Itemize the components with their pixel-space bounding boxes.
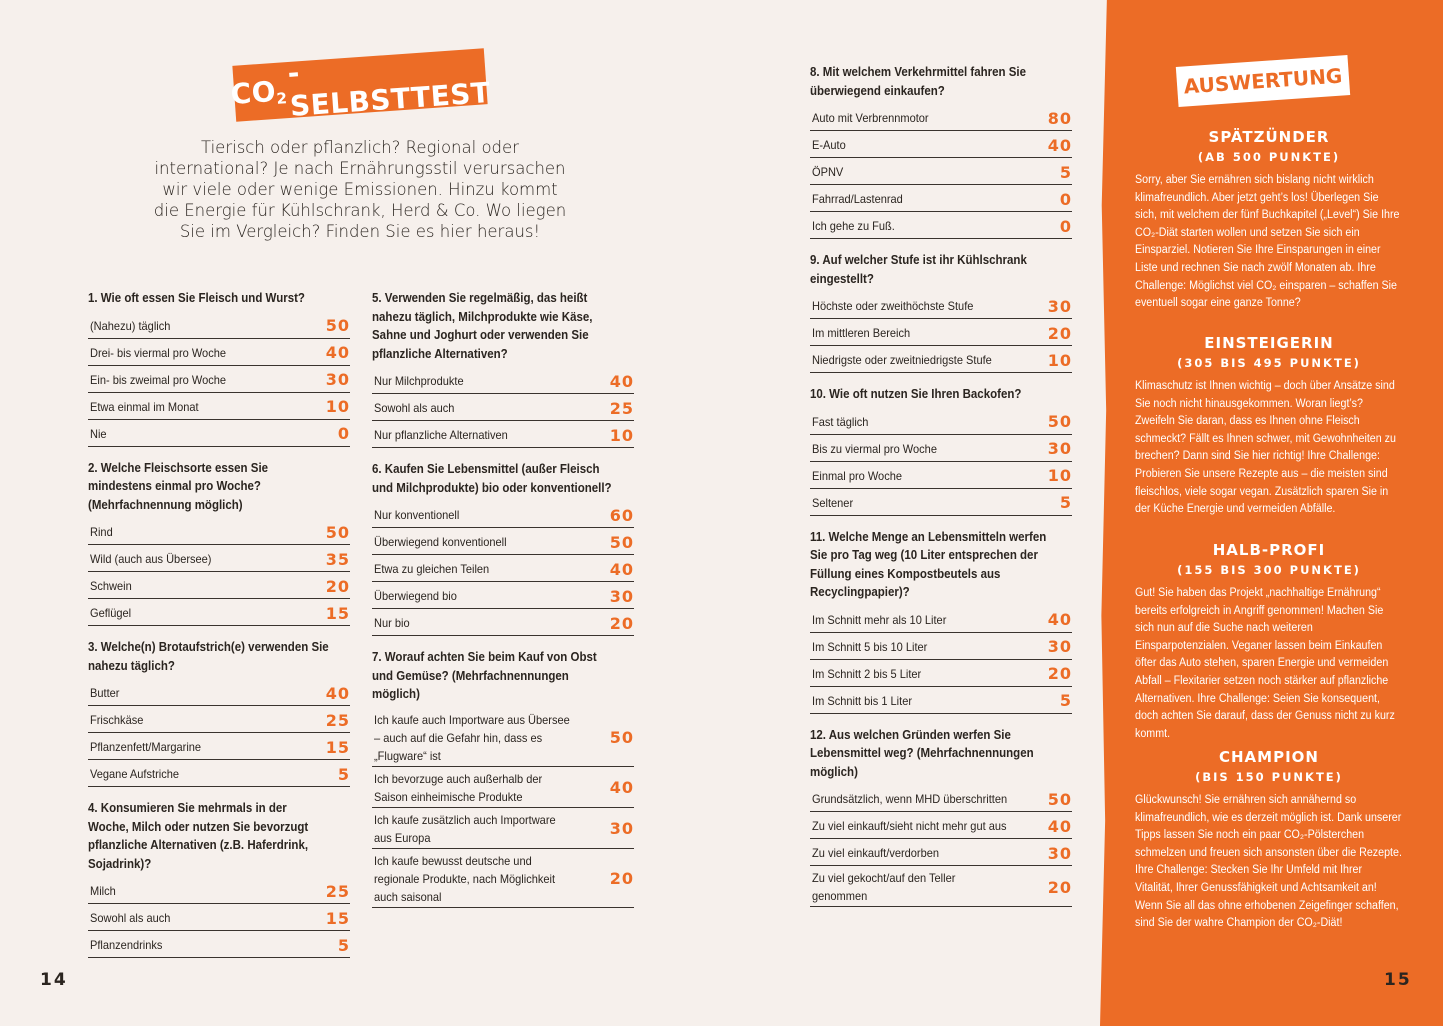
answer-option [88, 706, 350, 733]
answer-points: 50 [1047, 412, 1072, 431]
answer-option [810, 104, 1072, 131]
answer-label: Etwa zu gleichen Teilen [374, 562, 490, 576]
answer-points: 60 [609, 505, 634, 525]
answer-points: 10 [325, 397, 350, 416]
question-block [372, 460, 634, 636]
answer-points: 25 [609, 398, 634, 418]
answer-points: 40 [1047, 610, 1072, 629]
answer-label: Nur konventionell [374, 508, 460, 522]
answer-option [372, 767, 634, 808]
answer-points: 30 [1047, 637, 1072, 656]
answer-label: Sowohl als auch [90, 911, 171, 925]
answer-points: 0 [1059, 216, 1072, 236]
answer-label: Fast täglich [812, 414, 869, 429]
answer-points: 40 [325, 683, 350, 703]
answer-points: 30 [1047, 296, 1072, 316]
level-name: SPÄTZÜNDER [1208, 128, 1330, 146]
question-block [372, 648, 634, 908]
answer-option [88, 518, 350, 545]
page-number-right: 15 [1384, 970, 1412, 990]
answer-points: 30 [609, 586, 634, 606]
title-subscript: 2 [275, 89, 289, 108]
question-title: 5. Verwenden Sie regelmäßig, das heißt nahezu täglich, Milchprodukte wie Käse, Sahne und Joghurt oder verwenden Sie pflanzliche Alternativen? [372, 291, 593, 361]
answer-label: Einmal pro Woche [812, 468, 903, 483]
question-title: 3. Welche(n) Brotaufstrich(e) verwenden Sie nahezu täglich? [88, 640, 329, 673]
answer-points: 30 [1047, 439, 1072, 458]
answer-points: 5 [1059, 493, 1072, 512]
answer-points: 10 [1047, 350, 1072, 370]
level-range: (155 BIS 300 PUNKTE) [1177, 563, 1361, 577]
answer-label: Vegane Aufstriche [90, 767, 180, 781]
page-title [229, 48, 492, 123]
answer-label: Im Schnitt mehr als 10 Liter [812, 612, 947, 627]
question-title: 2. Welche Fleischsorte essen Sie mindestens einmal pro Woche? (Mehrfachnennung möglich) [88, 460, 269, 512]
question-title: 7. Worauf achten Sie beim Kauf von Obst und Gemüse? (Mehrfachnennungen möglich) [372, 650, 597, 701]
answer-points: 40 [609, 371, 634, 391]
answer-option [810, 212, 1072, 239]
answer-points: 40 [1047, 135, 1072, 155]
answer-points: 10 [1047, 466, 1072, 485]
answer-option [88, 545, 350, 572]
answer-label: Im mittleren Bereich [812, 326, 911, 340]
question-column-3 [810, 63, 1072, 919]
answer-points: 35 [325, 549, 350, 569]
level-description: Gut! Sie haben das Projekt „nachhaltige Ernährung“ bereits erfolgreich in Angriff genommen! Machen Sie sich nun auf die Suche nach weiteren Einsparpotenzialen. Veganer lassen beim Einkaufen öfter das Auto stehen, sparen Energie und vermeiden Abfall – Flexitarier setzen noch stärker auf pflanzliche Alternativen. Ihre Challenge: Seien Sie konsequent, doch achten Sie darauf, dass der Genuss nicht zu kurz kommt. [1135, 587, 1395, 740]
answer-points: 20 [1047, 323, 1072, 343]
answer-points: 20 [609, 869, 634, 888]
answer-label: Wild (auch aus Übersee) [90, 552, 212, 566]
question-title: 11. Welche Menge an Lebensmitteln werfen Sie pro Tag weg (10 Liter entsprechen der Füllung eines Kompostbeutels aus Recyclingpapier)? [810, 529, 1047, 599]
answer-points: 50 [1047, 789, 1072, 809]
answer-label: Ich kaufe auch Importware aus Übersee – auch auf die Gefahr hin, dass es „Flugware“ ist [374, 712, 570, 763]
answer-points: 15 [325, 908, 350, 928]
answer-label: Höchste oder zweithöchste Stufe [812, 299, 974, 313]
level-range: (305 BIS 495 PUNKTE) [1177, 356, 1361, 370]
title-co: CO [229, 74, 278, 111]
answer-label: Nur pflanzliche Alternativen [374, 428, 508, 442]
answer-label: Butter [90, 686, 120, 700]
answer-option [88, 877, 350, 904]
level-description: Klimaschutz ist Ihnen wichtig – doch über Ansätze sind Sie noch nicht hinausgekommen. Woran liegt’s? Zweifeln Sie daran, dass es Ihnen ohne Fleisch schmeckt? Fällt es Ihnen schwer, mit Gewohnheiten zu brechen? Dann sind Sie hier richtig! Ihre Challenge: Probieren Sie unsere Rezepte aus – die meisten sind fleischlos, viele sogar vegan. Zusätzlich sparen Sie in der Küche Energie und vermeiden Abfälle. [1135, 380, 1396, 516]
answer-points: 40 [1047, 816, 1072, 836]
answer-label: E-Auto [812, 138, 846, 152]
question-title: 9. Auf welcher Stufe ist ihr Kühlschrank eingestellt? [810, 253, 1027, 286]
question-column-2 [372, 289, 634, 920]
question-block [810, 385, 1072, 516]
answer-points: 15 [325, 603, 350, 623]
evaluation-level [1135, 334, 1403, 519]
level-description: Glückwunsch! Sie ernähren sich annähernd so klimafreundlich, wie es derzeit möglich ist. Dank unserer Tipps lassen Sie noch ein paar CO₂-Pölsterchen schmelzen und freuen sich ansonsten über die Rezepte. Ihre Challenge: Stecken Sie Ihr Umfeld mit Ihrer Vitalität, Ihrer Genussfähigkeit und Achtsamkeit an! Wenn Sie all das ohne erhobenen Zeigefinger schaffen, sind Sie der wahre Champion der CO₂-Diät! [1135, 794, 1402, 930]
answer-option [372, 501, 634, 528]
answer-option [810, 785, 1072, 812]
answer-label: Bis zu viermal pro Woche [812, 441, 937, 456]
answer-label: Überwiegend bio [374, 589, 457, 603]
answer-label: Nie [90, 426, 107, 441]
question-title: 8. Mit welchem Verkehrmittel fahren Sie überwiegend einkaufen? [810, 65, 1027, 98]
answer-option [810, 839, 1072, 866]
answer-option [810, 812, 1072, 839]
answer-option [372, 849, 634, 908]
answer-option [88, 366, 350, 393]
answer-option [810, 462, 1072, 489]
answer-points: 30 [1047, 843, 1072, 863]
answer-points: 0 [337, 424, 350, 443]
question-title: 1. Wie oft essen Sie Fleisch und Wurst? [88, 291, 305, 305]
answer-points: 10 [609, 425, 634, 445]
answer-points: 0 [1059, 189, 1072, 209]
answer-option [810, 866, 1072, 907]
question-block [88, 289, 350, 447]
question-block [810, 63, 1072, 239]
answer-points: 80 [1047, 108, 1072, 128]
answer-label: Zu viel einkauft/verdorben [812, 846, 940, 860]
level-range: (AB 500 PUNKTE) [1197, 150, 1341, 164]
question-title: 12. Aus welchen Gründen werfen Sie Lebensmittel weg? (Mehrfachnennungen möglich) [810, 727, 1034, 779]
answer-option [810, 292, 1072, 319]
answer-option [810, 346, 1072, 373]
page-number-left: 14 [40, 970, 68, 990]
answer-option [88, 679, 350, 706]
level-description: Sorry, aber Sie ernähren sich bislang nicht wirklich klimafreundlich. Aber jetzt geht’s los! Überlegen Sie sich, mit welchem der fünf Buchkapitel („Level“) Sie Ihre CO₂-Diät starten wollen und setzen Sie sich ein Einsparziel. Notieren Sie Ihre Einsparungen in einer Liste und rechnen Sie nach zwölf Monaten ab. Ihre Challenge: Möglichst viel CO₂ einsparen – schaffen Sie eventuell sogar eine ganze Tonne? [1135, 174, 1400, 310]
answer-label: Ich bevorzuge auch außerhalb der Saison einheimische Produkte [374, 771, 543, 804]
answer-option [88, 339, 350, 366]
level-name: EINSTEIGERIN [1204, 334, 1334, 352]
answer-points: 25 [325, 881, 350, 901]
question-title: 10. Wie oft nutzen Sie Ihren Backofen? [810, 387, 1022, 401]
answer-option [810, 687, 1072, 714]
answer-label: Ich gehe zu Fuß. [812, 219, 895, 233]
answer-points: 30 [609, 819, 634, 838]
answer-label: Ich kaufe bewusst deutsche und regionale Produkte, nach Möglichkeit auch saisonal [374, 853, 556, 904]
answer-label: Geflügel [90, 606, 132, 620]
answer-points: 25 [325, 710, 350, 730]
answer-points: 40 [325, 343, 350, 362]
level-range: (BIS 150 PUNKTE) [1195, 770, 1343, 784]
answer-option [88, 572, 350, 599]
answer-points: 20 [1047, 877, 1072, 897]
answer-option [372, 808, 634, 849]
answer-option [88, 931, 350, 958]
answer-option [810, 633, 1072, 660]
answer-label: Zu viel gekocht/auf den Teller genommen [812, 871, 956, 903]
question-block [810, 726, 1072, 908]
answer-label: Pflanzenfett/Margarine [90, 740, 202, 754]
evaluation-title: AUSWERTUNG [1176, 55, 1350, 107]
answer-option [372, 367, 634, 394]
level-name: CHAMPION [1219, 748, 1319, 766]
evaluation-level [1135, 541, 1403, 743]
answer-option [810, 435, 1072, 462]
answer-option [88, 733, 350, 760]
question-block [810, 528, 1072, 714]
answer-label: Frischkäse [90, 713, 144, 727]
answer-label: Im Schnitt bis 1 Liter [812, 693, 913, 708]
answer-option [372, 609, 634, 636]
answer-option [810, 660, 1072, 687]
answer-option [88, 599, 350, 626]
answer-points: 50 [609, 532, 634, 552]
answer-label: Nur Milchprodukte [374, 374, 464, 388]
answer-option [372, 394, 634, 421]
answer-option [88, 393, 350, 420]
answer-option [810, 131, 1072, 158]
answer-label: Rind [90, 525, 113, 539]
evaluation-level [1135, 748, 1403, 933]
question-block [372, 289, 634, 448]
answer-points: 20 [609, 613, 634, 633]
question-title: 4. Konsumieren Sie mehrmals in der Woche, Milch oder nutzen Sie bevorzugt pflanzliche Alternativen (z.B. Haferdrink, Sojadrink)? [88, 801, 309, 871]
answer-points: 30 [325, 370, 350, 389]
answer-label: Nur bio [374, 616, 410, 630]
answer-label: (Nahezu) täglich [90, 318, 171, 333]
answer-option [810, 489, 1072, 516]
level-name: HALB-PROFI [1212, 541, 1326, 559]
answer-label: Drei- bis viermal pro Woche [90, 345, 227, 360]
answer-label: Ein- bis zweimal pro Woche [90, 372, 227, 387]
answer-label: Sowohl als auch [374, 401, 455, 415]
answer-option [88, 420, 350, 447]
answer-option [810, 185, 1072, 212]
answer-points: 5 [1059, 162, 1072, 182]
answer-option [372, 708, 634, 767]
answer-option [88, 312, 350, 339]
evaluation-level [1135, 128, 1403, 313]
answer-option [810, 319, 1072, 346]
answer-option [88, 760, 350, 787]
answer-label: Fahrrad/Lastenrad [812, 192, 903, 206]
answer-option [810, 408, 1072, 435]
answer-label: Pflanzendrinks [90, 938, 163, 952]
question-block [88, 638, 350, 787]
answer-label: Schwein [90, 579, 132, 593]
answer-label: Etwa einmal im Monat [90, 399, 199, 414]
answer-points: 5 [337, 764, 350, 784]
answer-label: Im Schnitt 5 bis 10 Liter [812, 639, 928, 654]
question-block [88, 459, 350, 627]
answer-points: 40 [609, 559, 634, 579]
answer-option [88, 904, 350, 931]
answer-option [372, 582, 634, 609]
question-block [810, 251, 1072, 373]
answer-points: 20 [1047, 664, 1072, 683]
question-title: 6. Kaufen Sie Lebensmittel (außer Fleisch und Milchprodukte) bio oder konventionell? [372, 462, 612, 495]
answer-points: 15 [325, 737, 350, 757]
answer-points: 5 [1059, 691, 1072, 710]
answer-points: 50 [609, 728, 634, 747]
answer-points: 50 [325, 316, 350, 335]
answer-label: Zu viel einkauft/sieht nicht mehr gut aus [812, 819, 1007, 833]
answer-points: 20 [325, 576, 350, 596]
answer-label: Ich kaufe zusätzlich auch Importware aus Europa [374, 812, 556, 845]
answer-label: Niedrigste oder zweitniedrigste Stufe [812, 353, 992, 367]
answer-label: Milch [90, 884, 116, 898]
question-column-1 [88, 289, 350, 970]
answer-points: 50 [325, 522, 350, 542]
answer-label: Überwiegend konventionell [374, 535, 507, 549]
answer-label: Auto mit Verbrennmotor [812, 111, 929, 125]
title-rest: -SELBSTTEST [286, 56, 492, 123]
answer-points: 5 [337, 935, 350, 955]
answer-option [810, 606, 1072, 633]
answer-label: ÖPNV [812, 165, 844, 179]
answer-points: 40 [609, 778, 634, 797]
answer-label: Im Schnitt 2 bis 5 Liter [812, 666, 922, 681]
intro-text: Tierisch oder pflanzlich? Regional oder international? Je nach Ernährungsstil verursachen wir viele oder wenige Emissionen. Hinzu kommt die Energie für Kühlschrank, Herd & Co. Wo liegen Sie im Vergleich? Finden Sie es hier heraus! [153, 138, 567, 241]
answer-option [372, 555, 634, 582]
answer-option [372, 421, 634, 448]
answer-label: Grundsätzlich, wenn MHD überschritten [812, 792, 1008, 806]
answer-option [810, 158, 1072, 185]
answer-label: Seltener [812, 495, 854, 510]
answer-option [372, 528, 634, 555]
question-block [88, 799, 350, 958]
